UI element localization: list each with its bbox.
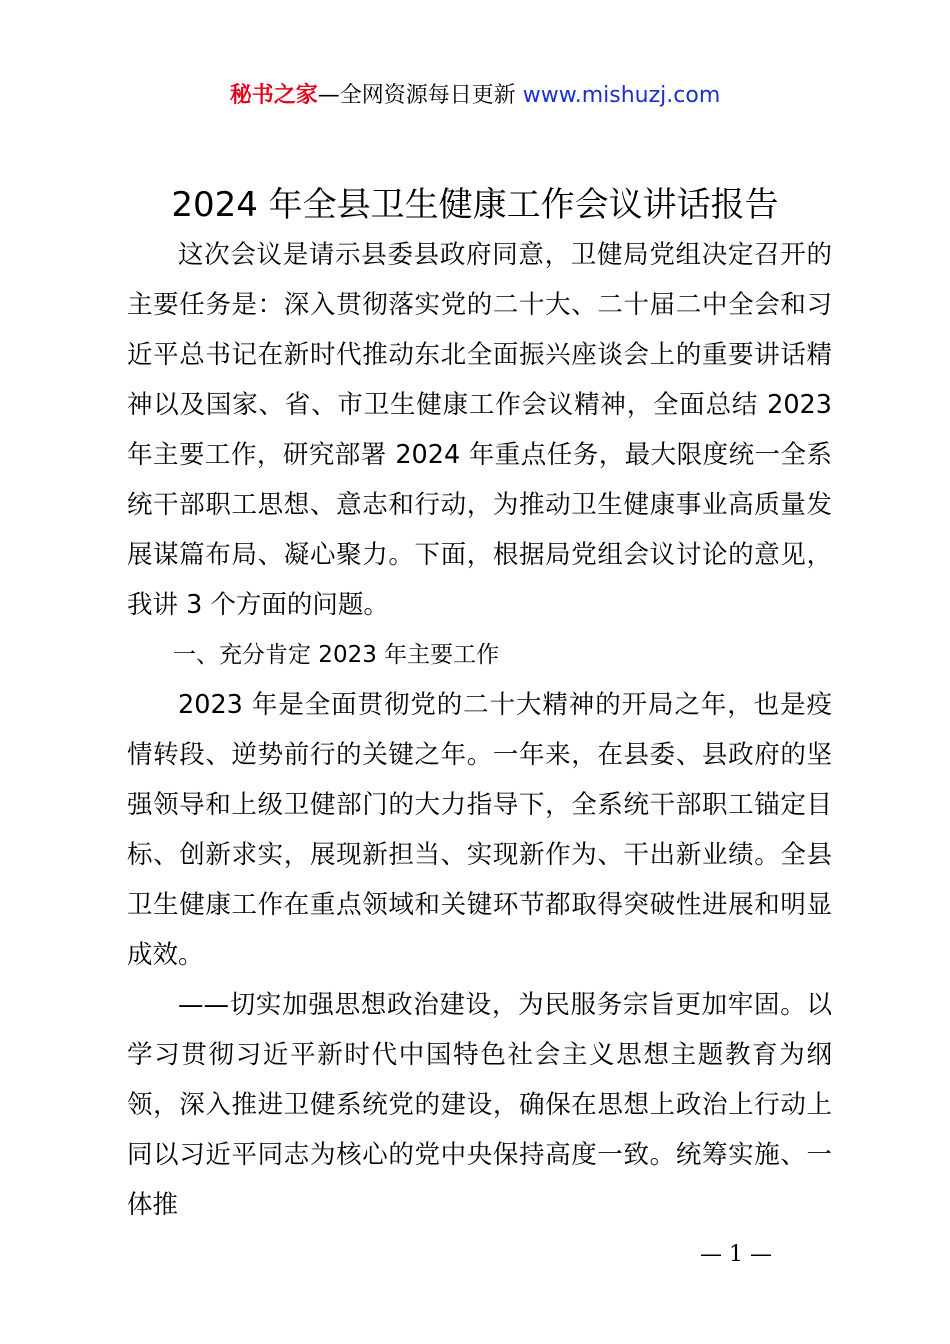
site-tagline: —全网资源每日更新 bbox=[317, 83, 516, 108]
site-brand: 秘书之家 bbox=[229, 83, 318, 108]
section-heading: 一、充分肯定 2023 年主要工作 bbox=[173, 642, 500, 668]
intro-paragraph: 这次会议是请示县委县政府同意，卫健局党组决定召开的主要任务是：深入贯彻落实党的二十大、二十届二中全会和习近平总书记在新时代推动东北全面振兴座谈会上的重要讲话精神以及国家、省、市卫生健康工作会议精神，全面总结 2023 年主要工作，研究部署 2024 年重点任务，最大限度统一全系统干部职工思想、意志和行动，为推动卫生健康事业高质量发展谋篇布局、凝心聚力。下面，根据局党组会议讨论的意见，我讲 3 个方面的问题。 bbox=[127, 240, 832, 620]
site-header bbox=[0, 80, 950, 112]
document-title: 2024 年全县卫生健康工作会议讲话报告 bbox=[171, 185, 779, 225]
site-url-link[interactable]: www.mishuzj.com bbox=[522, 83, 721, 108]
document-body bbox=[127, 230, 832, 1230]
body-paragraph: 2023 年是全面贯彻党的二十大精神的开局之年，也是疫情转段、逆势前行的关键之年。一年来，在县委、县政府的坚强领导和上级卫健部门的大力指导下，全系统干部职工锚定目标、创新求实，展现新担当、实现新作为、干出新业绩。全县卫生健康工作在重点领域和关键环节都取得突破性进展和明显成效。 bbox=[127, 690, 832, 970]
body-paragraph: ——切实加强思想政治建设，为民服务宗旨更加牢固。以学习贯彻习近平新时代中国特色社会主义思想主题教育为纲领，深入推进卫健系统党的建设，确保在思想上政治上行动上同以习近平同志为核心的党中央保持高度一致。统筹实施、一体推 bbox=[127, 990, 832, 1220]
page-number: — 1 — bbox=[700, 1242, 772, 1267]
